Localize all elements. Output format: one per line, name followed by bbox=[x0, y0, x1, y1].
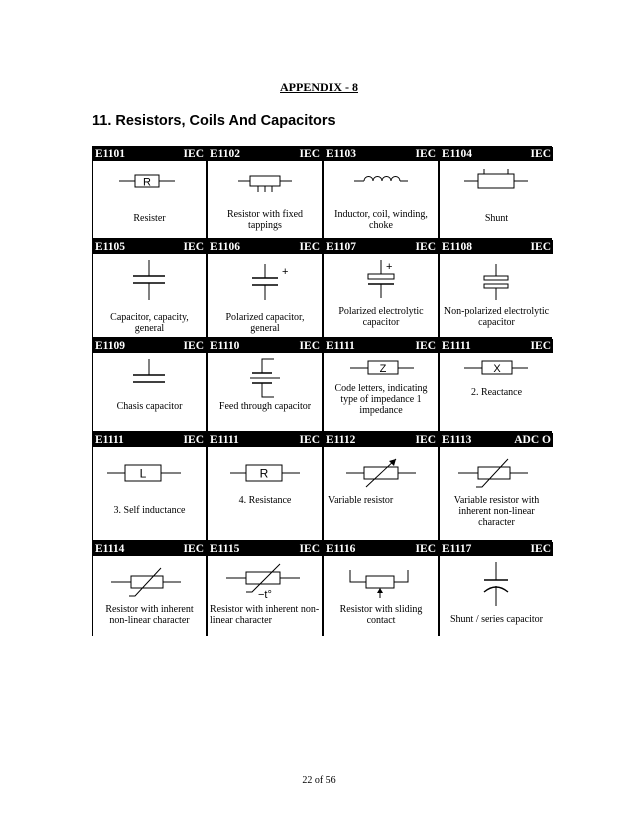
symbol-standard: IEC bbox=[415, 434, 436, 446]
shunt-symbol bbox=[440, 165, 553, 209]
symbol-cell-e1103 bbox=[324, 147, 438, 238]
symbol-letter: L bbox=[139, 466, 147, 481]
resistor-symbol bbox=[93, 165, 206, 209]
symbol-description: Resister bbox=[133, 213, 166, 224]
symbol-code: E1106 bbox=[210, 241, 241, 253]
symbol-cell-e1105 bbox=[93, 240, 206, 337]
symbol-standard: IEC bbox=[530, 340, 551, 352]
symbol-standard: IEC bbox=[183, 148, 204, 160]
symbol-cell-e1111-x bbox=[440, 339, 553, 431]
shunt-series-capacitor-symbol bbox=[440, 560, 553, 610]
symbol-description: Chasis capacitor bbox=[116, 401, 183, 412]
symbol-code: E1116 bbox=[326, 543, 356, 555]
symbol-description: Shunt / series capacitor bbox=[449, 614, 544, 625]
symbol-code: E1111 bbox=[95, 434, 124, 446]
variable-resistor-symbol bbox=[324, 451, 438, 495]
symbol-code: E1115 bbox=[210, 543, 240, 555]
symbol-description: 2. Reactance bbox=[470, 387, 523, 398]
symbol-code: E1107 bbox=[326, 241, 357, 253]
symbol-standard: ADC O bbox=[514, 434, 551, 446]
symbol-code: E1102 bbox=[210, 148, 241, 160]
symbol-description: 4. Resistance bbox=[238, 495, 292, 506]
symbol-description: Resistor with fixed tappings bbox=[226, 209, 304, 231]
symbol-standard: IEC bbox=[530, 241, 551, 253]
symbol-description: Code letters, indicating type of impedance 1 impedance bbox=[334, 383, 428, 416]
symbol-cell-e1110 bbox=[208, 339, 322, 431]
temperature-mark: −t° bbox=[258, 589, 272, 601]
symbol-description: Variable resistor bbox=[328, 495, 394, 506]
symbol-description: Inductor, coil, winding, choke bbox=[334, 209, 428, 231]
symbol-cell-e1111-l bbox=[93, 433, 206, 540]
symbol-standard: IEC bbox=[183, 241, 204, 253]
symbol-standard: IEC bbox=[530, 148, 551, 160]
symbol-cell-e1101 bbox=[93, 147, 206, 238]
symbol-cell-e1107 bbox=[324, 240, 438, 337]
symbol-code: E1113 bbox=[442, 434, 472, 446]
symbol-description: Polarized capacitor, general bbox=[225, 312, 305, 334]
resistance-symbol bbox=[208, 451, 322, 495]
symbol-cell-e1112 bbox=[324, 433, 438, 540]
symbol-standard: IEC bbox=[299, 241, 320, 253]
symbol-standard: IEC bbox=[299, 434, 320, 446]
symbol-table bbox=[92, 146, 552, 636]
symbol-standard: IEC bbox=[183, 340, 204, 352]
symbol-cell-e1108 bbox=[440, 240, 553, 337]
symbol-cell-e1111-z bbox=[324, 339, 438, 431]
symbol-cell-e1104 bbox=[440, 147, 553, 238]
symbol-standard: IEC bbox=[415, 241, 436, 253]
symbol-code: E1114 bbox=[95, 543, 125, 555]
symbol-cell-e1115 bbox=[208, 542, 322, 639]
symbol-code: E1104 bbox=[442, 148, 473, 160]
symbol-description: Variable resistor with inherent non-linear character bbox=[453, 495, 540, 528]
symbol-description: Polarized electrolytic capacitor bbox=[338, 306, 424, 328]
symbol-cell-e1109 bbox=[93, 339, 206, 431]
symbol-letter: R bbox=[259, 466, 269, 481]
symbol-standard: IEC bbox=[415, 148, 436, 160]
nonlinear-resistor-symbol bbox=[93, 560, 206, 604]
symbol-description: Capacitor, capacity, general bbox=[110, 312, 189, 334]
symbol-code: E1117 bbox=[442, 543, 472, 555]
symbol-description: Resistor with inherent non-linear character bbox=[105, 604, 194, 626]
symbol-code: E1111 bbox=[210, 434, 239, 446]
symbol-code: E1103 bbox=[326, 148, 357, 160]
symbol-description: Shunt bbox=[484, 213, 509, 224]
symbol-standard: IEC bbox=[530, 543, 551, 555]
symbol-cell-e1113 bbox=[440, 433, 553, 540]
symbol-code: E1110 bbox=[210, 340, 240, 352]
symbol-description: Feed through capacitor bbox=[218, 401, 312, 412]
symbol-cell-e1106 bbox=[208, 240, 322, 337]
symbol-code: E1109 bbox=[95, 340, 126, 352]
symbol-description: 3. Self inductance bbox=[113, 505, 186, 516]
symbol-standard: IEC bbox=[299, 148, 320, 160]
symbol-cell-e1114 bbox=[93, 542, 206, 639]
symbol-description: Resistor with inherent non-linear character bbox=[210, 604, 320, 626]
tapped-resistor-symbol bbox=[208, 165, 322, 209]
chassis-capacitor-symbol bbox=[93, 357, 206, 401]
symbol-letter: X bbox=[493, 363, 501, 375]
symbol-code: E1112 bbox=[326, 434, 356, 446]
page-number: 22 of 56 bbox=[302, 775, 336, 786]
symbol-cell-e1111-r bbox=[208, 433, 322, 540]
sliding-contact-resistor-symbol bbox=[324, 560, 438, 604]
symbol-letter: Z bbox=[379, 363, 387, 375]
symbol-description: Resistor with sliding contact bbox=[339, 604, 423, 626]
symbol-description: Non-polarized electrolytic capacitor bbox=[443, 306, 550, 328]
thermistor-symbol bbox=[208, 560, 322, 604]
capacitor-symbol bbox=[93, 258, 206, 306]
electrolytic-capacitor-symbol bbox=[324, 258, 438, 306]
self-inductance-symbol bbox=[93, 451, 206, 495]
symbol-code: E1111 bbox=[442, 340, 471, 352]
appendix-heading: APPENDIX - 8 bbox=[280, 80, 358, 94]
symbol-code: E1108 bbox=[442, 241, 473, 253]
non-polarized-capacitor-symbol bbox=[440, 258, 553, 306]
symbol-standard: IEC bbox=[183, 543, 204, 555]
symbol-letter: R bbox=[143, 176, 151, 189]
symbol-code: E1111 bbox=[326, 340, 355, 352]
symbol-standard: IEC bbox=[299, 543, 320, 555]
symbol-standard: IEC bbox=[415, 340, 436, 352]
symbol-cell-e1117 bbox=[440, 542, 553, 639]
symbol-standard: IEC bbox=[183, 434, 204, 446]
symbol-code: E1101 bbox=[95, 148, 126, 160]
feed-through-capacitor-symbol bbox=[208, 357, 322, 401]
nonlinear-variable-resistor-symbol bbox=[440, 451, 553, 495]
section-title: 11. Resistors, Coils And Capacitors bbox=[92, 113, 336, 129]
symbol-cell-e1102 bbox=[208, 147, 322, 238]
symbol-standard: IEC bbox=[415, 543, 436, 555]
inductor-symbol bbox=[324, 165, 438, 209]
polarity-mark: + bbox=[386, 261, 393, 273]
symbol-standard: IEC bbox=[299, 340, 320, 352]
symbol-cell-e1116 bbox=[324, 542, 438, 639]
symbol-code: E1105 bbox=[95, 241, 126, 253]
polarized-capacitor-symbol bbox=[208, 258, 322, 306]
polarity-mark: + bbox=[282, 266, 289, 278]
